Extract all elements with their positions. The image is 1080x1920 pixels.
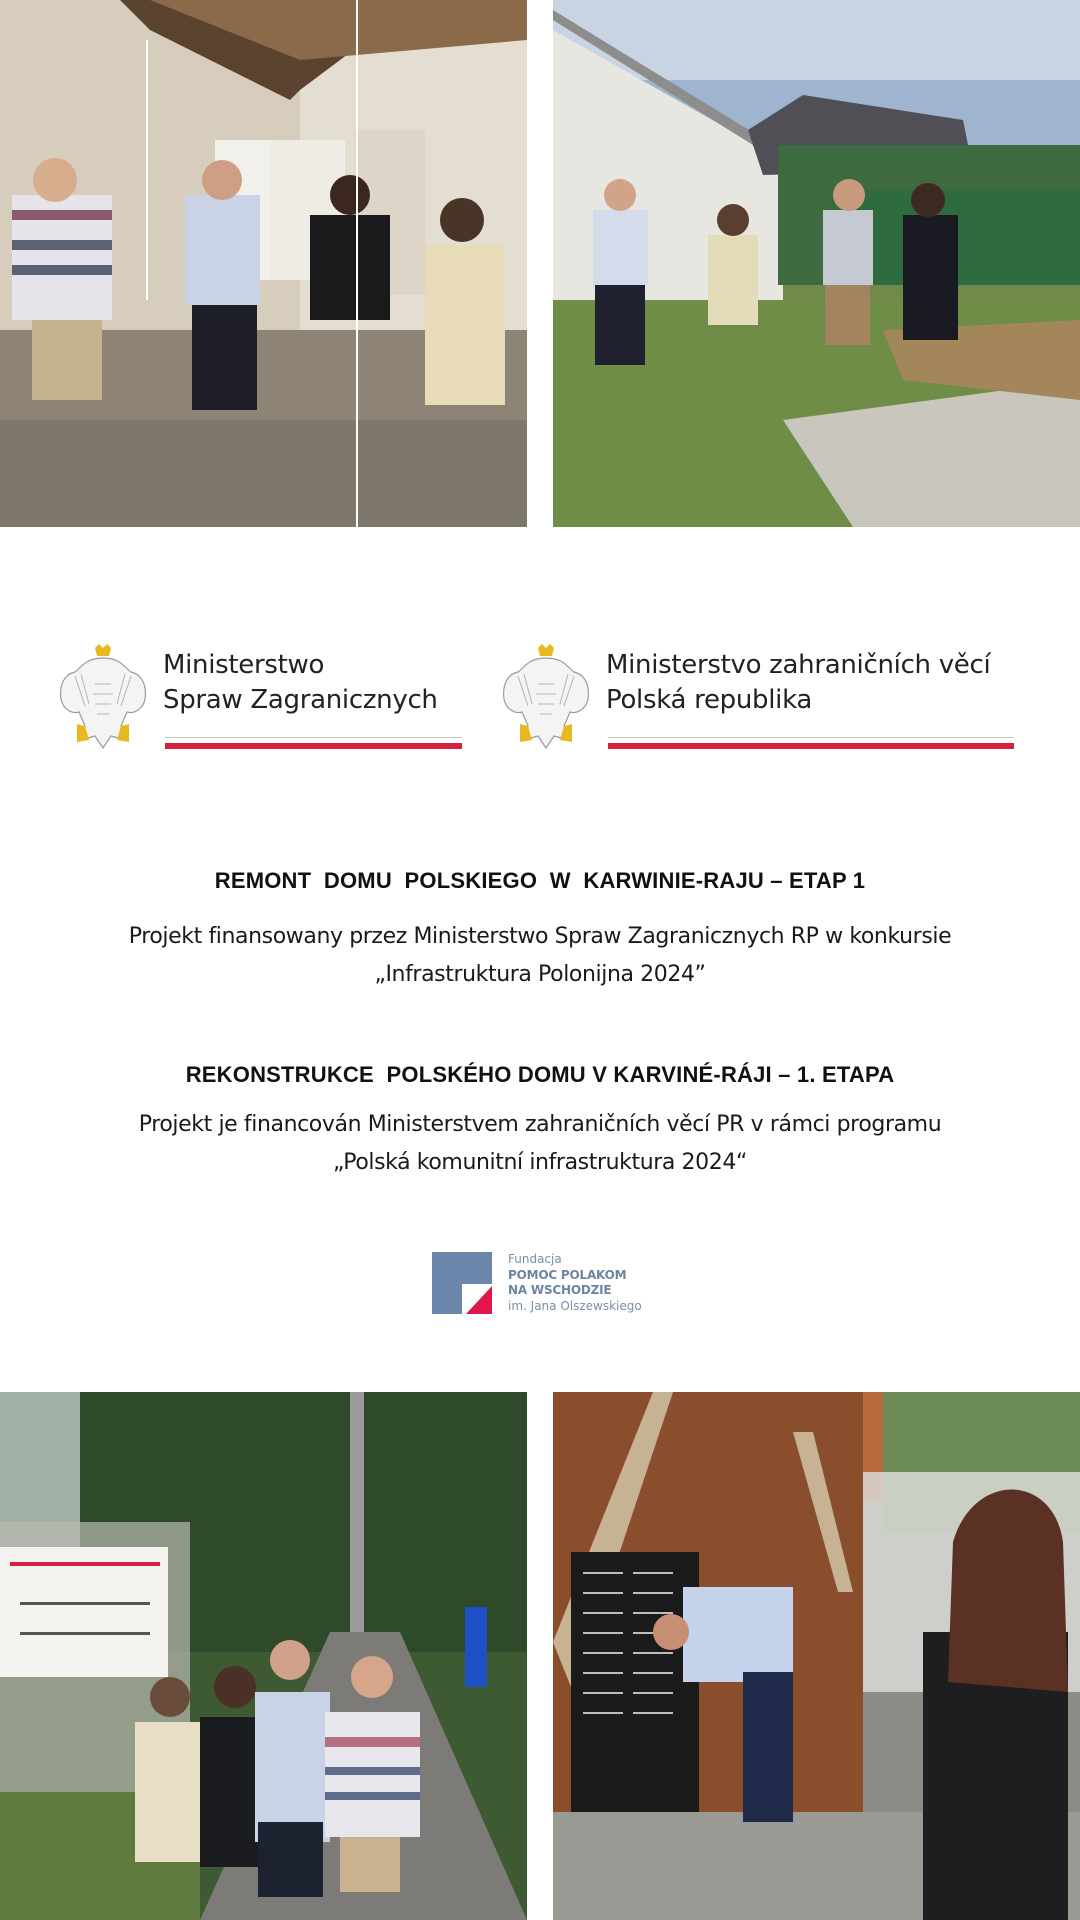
description-czech-line2: „Polská komunitní infrastruktura 2024“ xyxy=(333,1150,747,1175)
photo-group-by-banner xyxy=(0,1392,527,1920)
foundation-line1: Fundacja xyxy=(508,1252,562,1266)
yard-photo-image xyxy=(553,0,1080,527)
logo-divider-line xyxy=(165,737,462,738)
polish-ministry-line2: Spraw Zagranicznych xyxy=(163,685,438,715)
flag-red-bar xyxy=(608,743,1014,749)
czech-ministry-line2: Polská republika xyxy=(606,685,813,715)
czech-ministry-logo xyxy=(498,640,1028,755)
description-polish-line1: Projekt finansowany przez Ministerstwo Spraw Zagranicznych RP w konkursie xyxy=(128,924,952,949)
project-title-polish: REMONT DOMU POLSKIEGO W KARWINIE-RAJU – ETAP 1 xyxy=(214,868,866,893)
project-description-polish xyxy=(0,918,1080,994)
photo-interior-renovation xyxy=(0,0,527,527)
polish-eagle-icon xyxy=(55,644,151,752)
polish-ministry-name xyxy=(163,648,438,718)
group-photo-image xyxy=(0,1392,527,1920)
foundation-line4: im. Jana Olszewskiego xyxy=(508,1298,642,1313)
description-polish-line2: „Infrastruktura Polonijna 2024” xyxy=(374,962,706,987)
interior-photo-image xyxy=(0,0,527,527)
description-czech-line1: Projekt je financován Ministerstvem zahraničních věcí PR v rámci programu xyxy=(138,1112,942,1137)
polish-eagle-icon xyxy=(498,644,594,752)
foundation-logo xyxy=(430,1250,660,1320)
photo-memorial-candle xyxy=(553,1392,1080,1920)
polish-ministry-logo xyxy=(55,640,475,755)
photo-yard-construction xyxy=(553,0,1080,527)
foundation-square-icon xyxy=(432,1252,492,1314)
foundation-name xyxy=(508,1252,642,1314)
czech-ministry-name xyxy=(606,648,990,718)
logo-divider-line xyxy=(608,737,1014,738)
memorial-photo-image xyxy=(553,1392,1080,1920)
polish-ministry-line1: Ministerstwo xyxy=(163,650,325,680)
foundation-line2: POMOC POLAKOM xyxy=(508,1267,627,1282)
project-title-czech: REKONSTRUKCE POLSKÉHO DOMU V KARVINÉ-RÁJI – 1. ETAPA xyxy=(185,1062,895,1087)
flag-red-bar xyxy=(165,743,462,749)
foundation-line3: NA WSCHODZIE xyxy=(508,1283,612,1297)
czech-ministry-line1: Ministerstvo zahraničních věcí xyxy=(606,650,991,680)
project-description-czech xyxy=(0,1106,1080,1182)
